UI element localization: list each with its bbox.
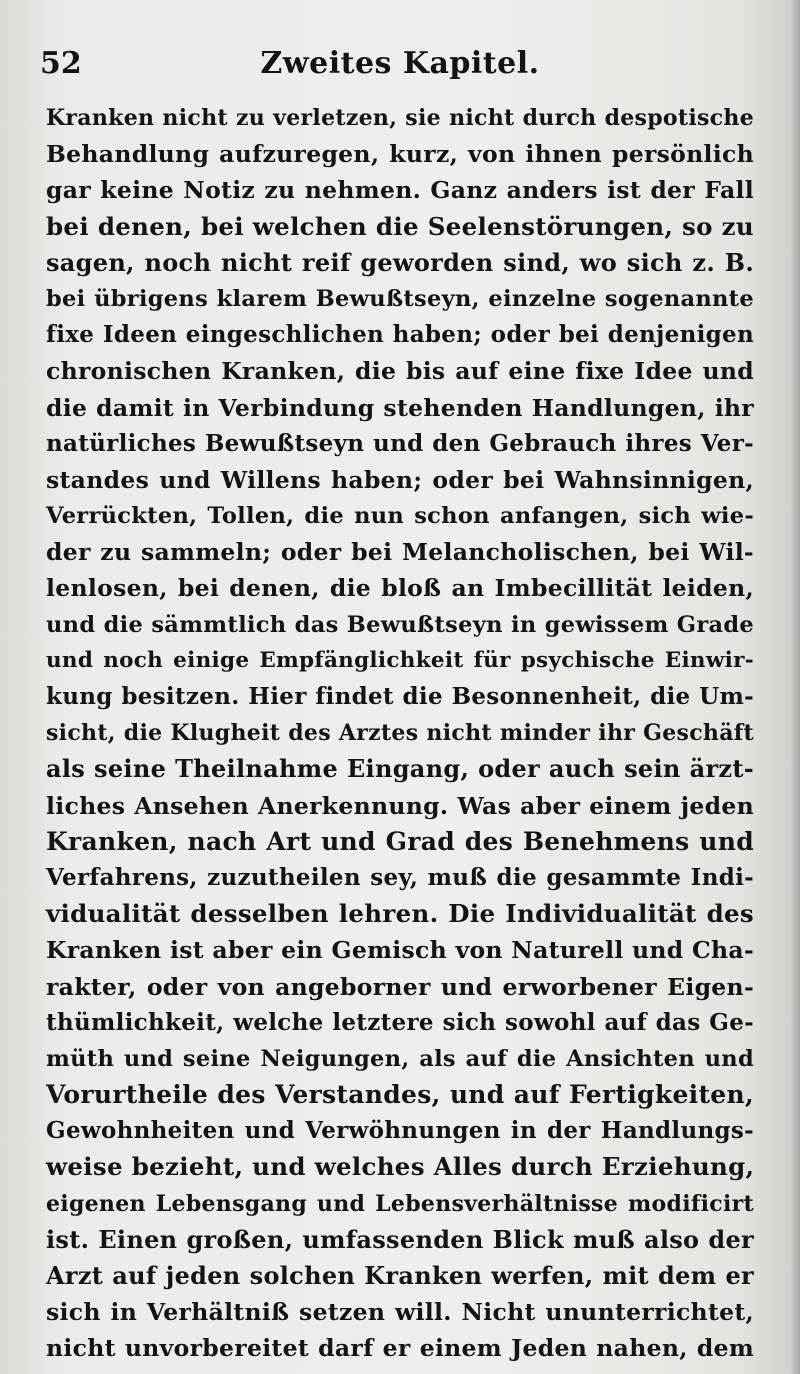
text-line: die damit in Verbindung stehenden Handlungen, ihr bbox=[46, 393, 754, 422]
body-text bbox=[46, 100, 754, 1367]
text-line: und noch einige Empfänglichkeit für psychische Einwir- bbox=[46, 647, 754, 673]
text-line: standes und Willens haben; oder bei Wahnsinnigen, bbox=[46, 465, 754, 494]
text-line: Kranken ist aber ein Gemisch von Naturell und Cha- bbox=[46, 936, 754, 965]
text-line: Kranken nicht zu verletzen, sie nicht durch despotische bbox=[46, 105, 754, 131]
page-header bbox=[40, 44, 760, 84]
text-line: der zu sammeln; oder bei Melancholischen, bei Wil- bbox=[46, 538, 754, 567]
text-line: Kranken, nach Art und Grad des Benehmens und bbox=[46, 826, 754, 856]
text-line: müth und seine Neigungen, als auf die Ansichten und bbox=[46, 1045, 754, 1072]
text-line: sagen, noch nicht reif geworden sind, wo sich z. B. bbox=[46, 247, 754, 277]
text-line: vidualität desselben lehren. Die Individualität des bbox=[46, 899, 754, 929]
text-line: natürliches Bewußtseyn und den Gebrauch ihres Ver- bbox=[46, 429, 754, 457]
text-line: Arzt auf jeden solchen Kranken werfen, mit dem er bbox=[46, 1261, 754, 1290]
text-line: eigenen Lebensgang und Lebensverhältnisse modificirt bbox=[46, 1190, 754, 1217]
text-line: gar keine Notiz zu nehmen. Ganz anders ist der Fall bbox=[46, 176, 754, 205]
text-line: weise bezieht, und welches Alles durch Erziehung, bbox=[46, 1152, 755, 1182]
text-line: nicht unvorbereitet darf er einem Jeden nahen, dem bbox=[46, 1334, 754, 1363]
text-line: chronischen Kranken, die bis auf eine fixe Idee und bbox=[46, 357, 754, 386]
text-line: sich in Verhältniß setzen will. Nicht ununterrichtet, bbox=[46, 1298, 754, 1327]
text-line: fixe Ideen eingeschlichen haben; oder bei denjenigen bbox=[46, 321, 754, 349]
page-number: 52 bbox=[40, 46, 82, 81]
text-line: Verrückten, Tollen, die nun schon anfangen, sich wie- bbox=[46, 503, 754, 530]
text-line: bei denen, bei welchen die Seelenstörungen, so zu bbox=[46, 211, 754, 241]
text-line: als seine Theilnahme Eingang, oder auch sein ärzt- bbox=[46, 754, 754, 784]
page-edge-shadow bbox=[790, 0, 800, 1374]
text-line: ist. Einen großen, umfassenden Blick muß also der bbox=[46, 1224, 754, 1254]
text-line: kung besitzen. Hier findet die Besonnenheit, die Um- bbox=[46, 683, 754, 710]
text-line: Verfahrens, zuzutheilen sey, muß die gesammte Indi- bbox=[46, 863, 754, 891]
text-line: lenlosen, bei denen, die bloß an Imbecillität leiden, bbox=[46, 574, 754, 603]
text-line: bei übrigens klarem Bewußtseyn, einzelne sogenannte bbox=[46, 285, 754, 312]
running-head: Zweites Kapitel. bbox=[260, 46, 540, 81]
text-line: und die sämmtlich das Bewußtseyn in gewissem Grade bbox=[46, 611, 754, 638]
text-line: Vorurtheile des Verstandes, und auf Fertigkeiten, bbox=[46, 1080, 754, 1110]
text-line: rakter, oder von angeborner und erworbener Eigen- bbox=[46, 972, 754, 1001]
text-line: Behandlung aufzuregen, kurz, von ihnen persönlich bbox=[46, 140, 754, 169]
text-line: thümlichkeit, welche letztere sich sowohl auf das Ge- bbox=[46, 1008, 754, 1036]
text-line: liches Ansehen Anerkennung. Was aber einem jeden bbox=[46, 791, 754, 820]
text-line: sicht, die Klugheit des Arztes nicht minder ihr Geschäft bbox=[46, 720, 754, 747]
text-line: Gewohnheiten und Verwöhnungen in der Handlungs- bbox=[46, 1117, 754, 1145]
